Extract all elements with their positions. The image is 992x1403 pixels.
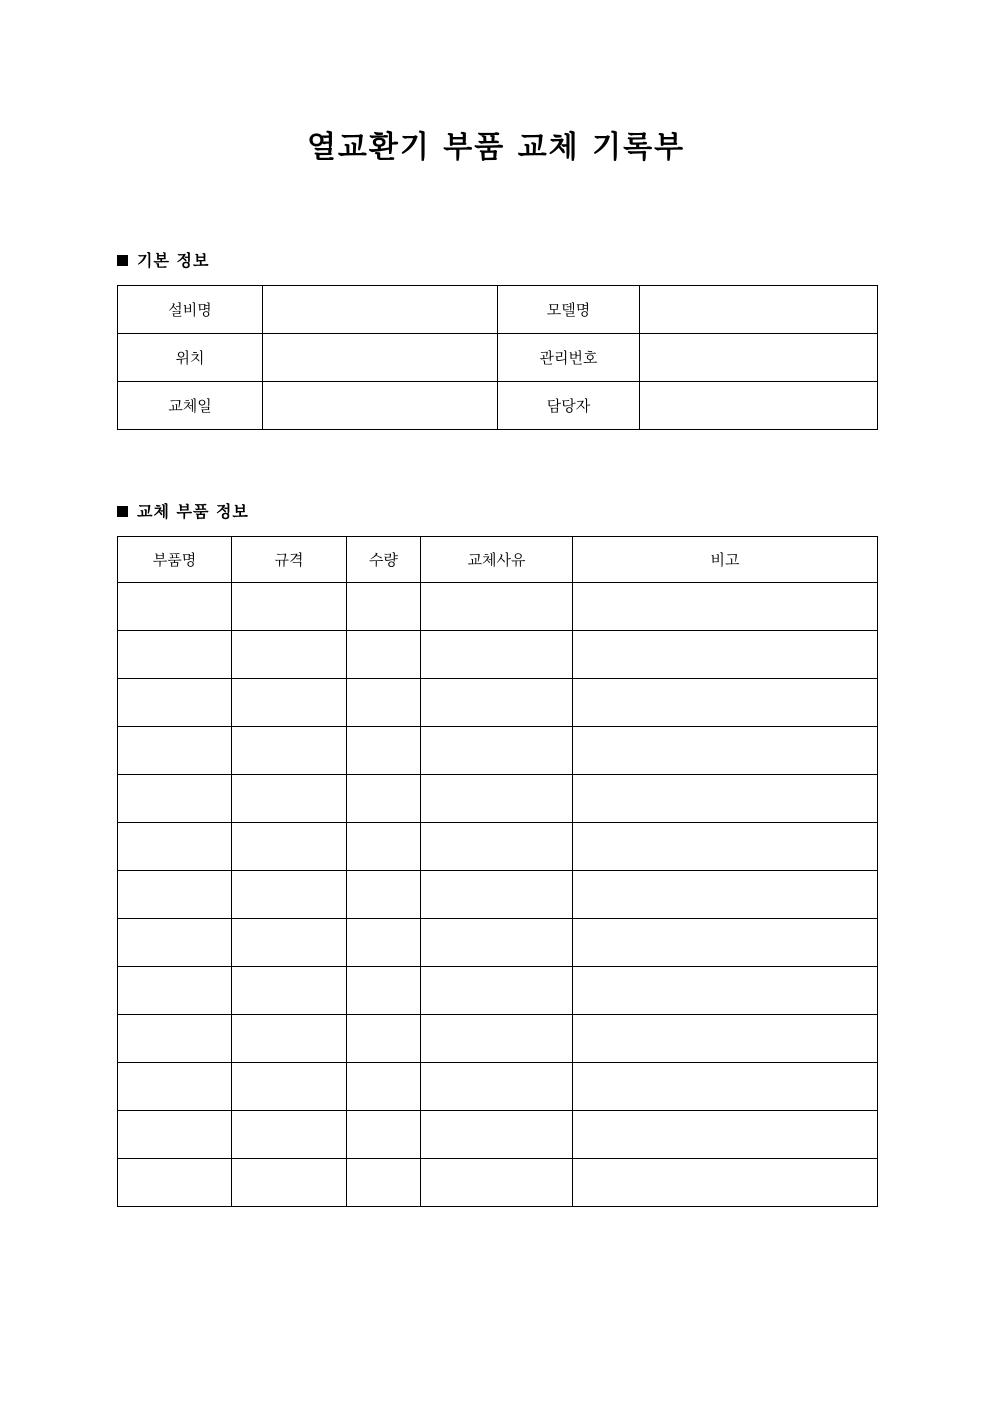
- cell-remarks[interactable]: [573, 823, 878, 871]
- cell-specification[interactable]: [232, 871, 347, 919]
- table-row: [118, 871, 878, 919]
- table-row: [118, 286, 878, 334]
- value-replacement-date[interactable]: [263, 382, 498, 430]
- value-equipment-name[interactable]: [263, 286, 498, 334]
- label-replacement-date: 교체일: [118, 382, 263, 430]
- parts-table-body: [118, 583, 878, 1207]
- cell-remarks[interactable]: [573, 727, 878, 775]
- cell-specification[interactable]: [232, 775, 347, 823]
- cell-quantity[interactable]: [347, 1063, 421, 1111]
- column-header-part-name: 부품명: [118, 537, 232, 583]
- square-bullet-icon: [117, 506, 128, 517]
- cell-remarks[interactable]: [573, 1063, 878, 1111]
- cell-remarks[interactable]: [573, 679, 878, 727]
- cell-part-name[interactable]: [118, 919, 232, 967]
- cell-replacement-reason[interactable]: [421, 775, 573, 823]
- page-title: 열교환기 부품 교체 기록부: [306, 130, 686, 165]
- cell-part-name[interactable]: [118, 1063, 232, 1111]
- cell-replacement-reason[interactable]: [421, 1159, 573, 1207]
- cell-quantity[interactable]: [347, 727, 421, 775]
- cell-part-name[interactable]: [118, 1111, 232, 1159]
- table-row: [118, 1159, 878, 1207]
- cell-remarks[interactable]: [573, 583, 878, 631]
- column-header-remarks: 비고: [573, 537, 878, 583]
- cell-specification[interactable]: [232, 967, 347, 1015]
- cell-specification[interactable]: [232, 1111, 347, 1159]
- cell-quantity[interactable]: [347, 679, 421, 727]
- cell-specification[interactable]: [232, 727, 347, 775]
- basic-info-table: [117, 285, 878, 430]
- value-person-in-charge[interactable]: [640, 382, 878, 430]
- cell-remarks[interactable]: [573, 919, 878, 967]
- cell-replacement-reason[interactable]: [421, 1111, 573, 1159]
- cell-remarks[interactable]: [573, 775, 878, 823]
- parts-replacement-table: [117, 536, 878, 1207]
- cell-replacement-reason[interactable]: [421, 727, 573, 775]
- cell-replacement-reason[interactable]: [421, 871, 573, 919]
- cell-part-name[interactable]: [118, 823, 232, 871]
- section-heading-parts-info: [117, 504, 249, 520]
- cell-remarks[interactable]: [573, 967, 878, 1015]
- cell-specification[interactable]: [232, 823, 347, 871]
- cell-part-name[interactable]: [118, 1015, 232, 1063]
- label-person-in-charge: 담당자: [498, 382, 640, 430]
- cell-specification[interactable]: [232, 583, 347, 631]
- table-row: [118, 1063, 878, 1111]
- cell-specification[interactable]: [232, 1063, 347, 1111]
- cell-replacement-reason[interactable]: [421, 583, 573, 631]
- column-header-replacement-reason: 교체사유: [421, 537, 573, 583]
- cell-part-name[interactable]: [118, 775, 232, 823]
- table-row: [118, 583, 878, 631]
- section-heading-parts-info-label: 교체 부품 정보: [137, 502, 249, 521]
- cell-specification[interactable]: [232, 1159, 347, 1207]
- value-model-name[interactable]: [640, 286, 878, 334]
- cell-part-name[interactable]: [118, 967, 232, 1015]
- cell-part-name[interactable]: [118, 679, 232, 727]
- table-row: [118, 334, 878, 382]
- cell-remarks[interactable]: [573, 1111, 878, 1159]
- table-row: [118, 775, 878, 823]
- label-model-name: 모델명: [498, 286, 640, 334]
- square-bullet-icon: [117, 255, 128, 266]
- cell-part-name[interactable]: [118, 727, 232, 775]
- section-heading-basic-info: [117, 253, 209, 269]
- label-management-number: 관리번호: [498, 334, 640, 382]
- cell-replacement-reason[interactable]: [421, 823, 573, 871]
- cell-quantity[interactable]: [347, 1015, 421, 1063]
- cell-part-name[interactable]: [118, 1159, 232, 1207]
- cell-replacement-reason[interactable]: [421, 679, 573, 727]
- cell-quantity[interactable]: [347, 583, 421, 631]
- cell-specification[interactable]: [232, 679, 347, 727]
- table-header-row: [118, 537, 878, 583]
- section-heading-basic-info-label: 기본 정보: [137, 251, 210, 270]
- cell-remarks[interactable]: [573, 1015, 878, 1063]
- cell-quantity[interactable]: [347, 823, 421, 871]
- cell-quantity[interactable]: [347, 871, 421, 919]
- value-location[interactable]: [263, 334, 498, 382]
- cell-part-name[interactable]: [118, 583, 232, 631]
- cell-quantity[interactable]: [347, 967, 421, 1015]
- table-row: [118, 1111, 878, 1159]
- table-row: [118, 382, 878, 430]
- cell-quantity[interactable]: [347, 1159, 421, 1207]
- cell-remarks[interactable]: [573, 871, 878, 919]
- column-header-specification: 규격: [232, 537, 347, 583]
- table-row: [118, 679, 878, 727]
- cell-specification[interactable]: [232, 631, 347, 679]
- cell-replacement-reason[interactable]: [421, 631, 573, 679]
- column-header-quantity: 수량: [347, 537, 421, 583]
- value-management-number[interactable]: [640, 334, 878, 382]
- cell-replacement-reason[interactable]: [421, 1015, 573, 1063]
- table-row: [118, 919, 878, 967]
- cell-quantity[interactable]: [347, 631, 421, 679]
- label-location: 위치: [118, 334, 263, 382]
- table-row: [118, 1015, 878, 1063]
- cell-specification[interactable]: [232, 1015, 347, 1063]
- cell-part-name[interactable]: [118, 631, 232, 679]
- cell-replacement-reason[interactable]: [421, 919, 573, 967]
- cell-quantity[interactable]: [347, 919, 421, 967]
- cell-remarks[interactable]: [573, 631, 878, 679]
- cell-remarks[interactable]: [573, 1159, 878, 1207]
- cell-quantity[interactable]: [347, 775, 421, 823]
- cell-replacement-reason[interactable]: [421, 967, 573, 1015]
- table-row: [118, 631, 878, 679]
- cell-replacement-reason[interactable]: [421, 1063, 573, 1111]
- table-row: [118, 727, 878, 775]
- table-row: [118, 967, 878, 1015]
- cell-specification[interactable]: [232, 919, 347, 967]
- label-equipment-name: 설비명: [118, 286, 263, 334]
- cell-part-name[interactable]: [118, 871, 232, 919]
- table-row: [118, 823, 878, 871]
- cell-quantity[interactable]: [347, 1111, 421, 1159]
